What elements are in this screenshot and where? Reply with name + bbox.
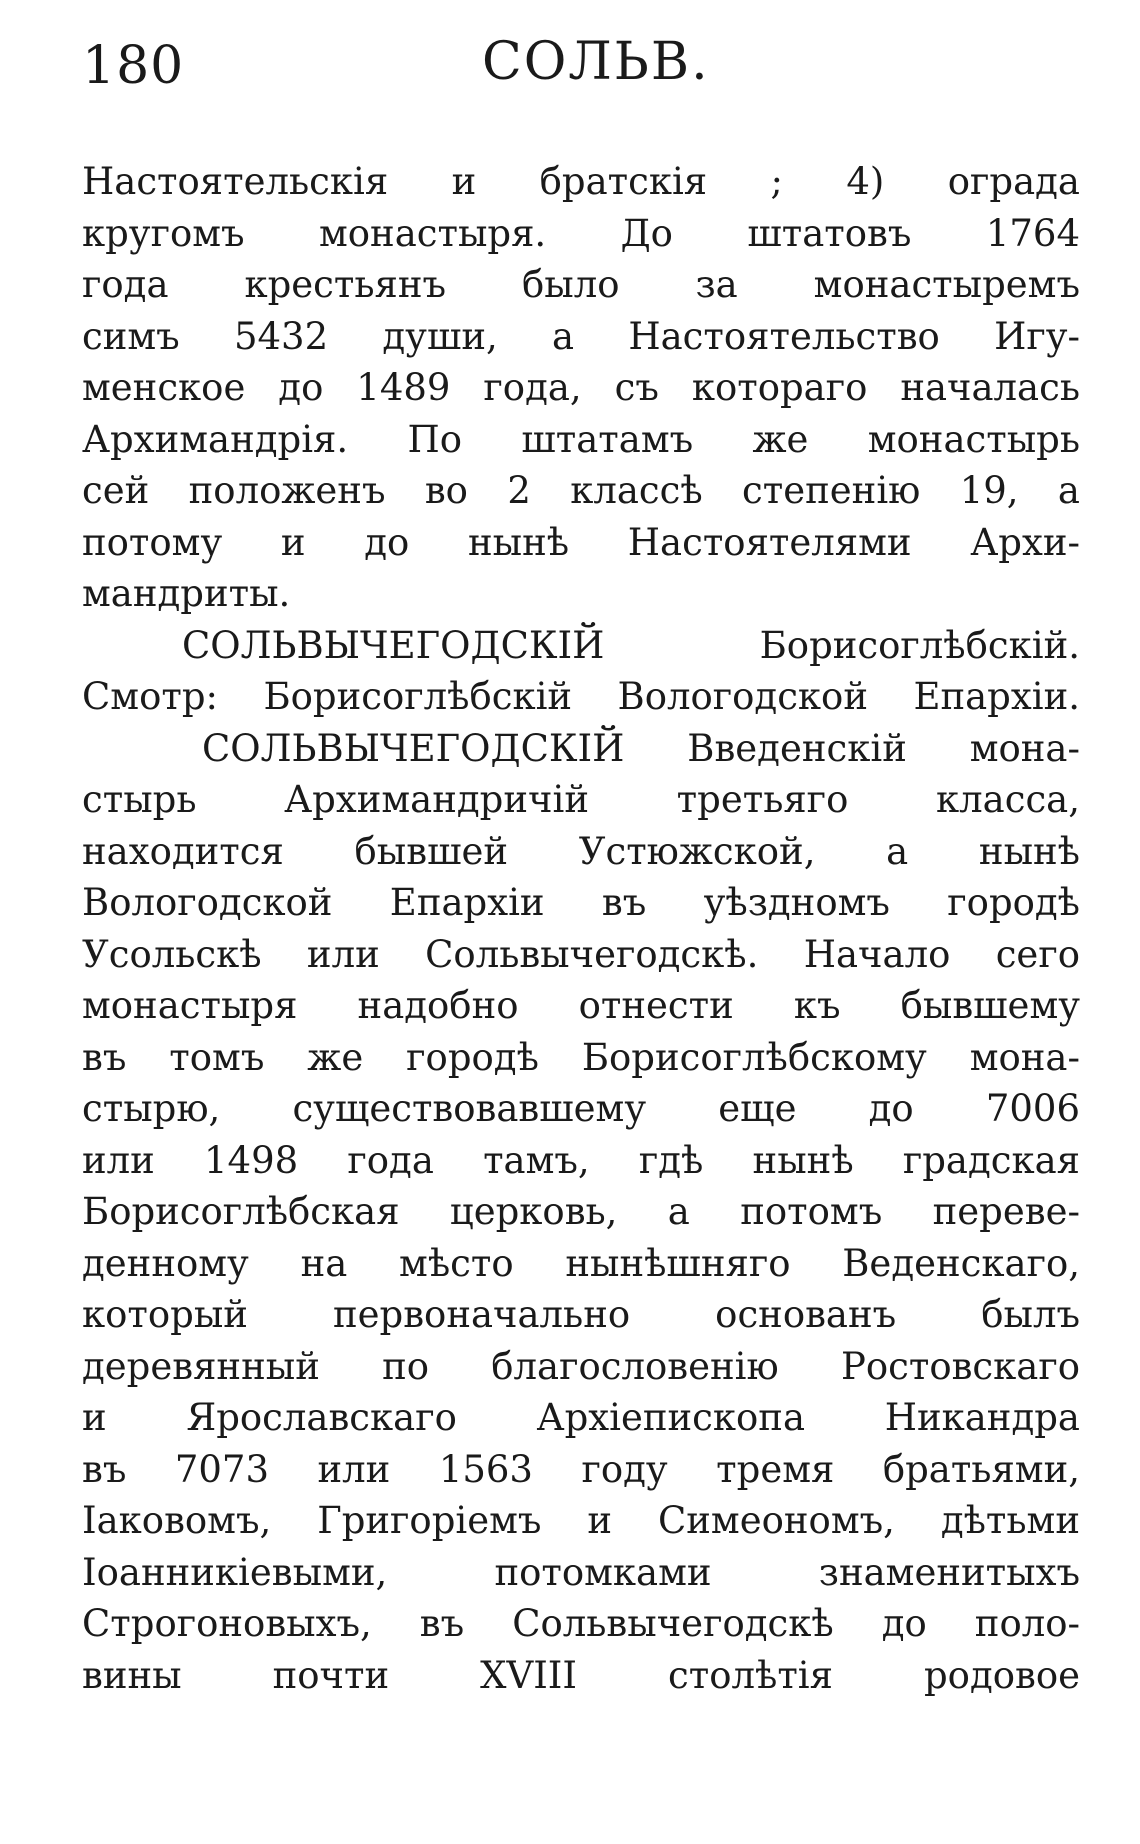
- text-line: потому и до нынѣ Настоятелями Архи-: [82, 520, 1080, 564]
- text-line: Іаковомъ, Григоріемъ и Симеономъ, дѣтьми: [82, 1499, 1080, 1542]
- body-text: [82, 156, 1080, 1701]
- text-line: кругомъ монастыря. До штатовъ 1764: [82, 211, 1080, 255]
- page-number: 180: [82, 36, 185, 96]
- text-line: который первоначально основанъ былъ: [82, 1293, 1080, 1336]
- running-head: СОЛЬВ.: [482, 32, 710, 92]
- text-line: Смотр: Борисоглѣбскій Вологодской Епархіи.: [82, 675, 1080, 718]
- text-line: Строгоновыхъ, въ Сольвычегодскѣ до поло-: [82, 1602, 1080, 1645]
- text-line: сей положенъ во 2 классѣ степенію 19, а: [82, 469, 1080, 512]
- text-line: деревянный по благословенію Ростовскаго: [82, 1344, 1080, 1388]
- entry-heading: СОЛЬВЫЧЕГОДСКІЙ Борисоглѣбскій.: [182, 623, 1080, 667]
- text-line: Борисоглѣбская церковь, а потомъ переве-: [82, 1190, 1080, 1233]
- text-line: или 1498 года тамъ, гдѣ нынѣ градская: [82, 1138, 1080, 1182]
- text-line: въ 7073 или 1563 году тремя братьями,: [82, 1447, 1080, 1491]
- text-line: года крестьянъ было за монастыремъ: [82, 263, 1080, 306]
- text-line: вины почти XVIII столѣтія родовое: [82, 1653, 1080, 1697]
- entry-heading: СОЛЬВЫЧЕГОДСКІЙ Введенскій мона-: [202, 726, 1080, 770]
- text-line: и Ярославскаго Архіепископа Никандра: [82, 1396, 1080, 1439]
- text-line: стырь Архимандричій третьяго класса,: [82, 778, 1080, 821]
- text-line: симъ 5432 души, а Настоятельство Игу-: [82, 314, 1080, 358]
- text-line: Іоанникіевыми, потомками знаменитыхъ: [82, 1550, 1080, 1594]
- text-line: стырю, существовавшему еще до 7006: [82, 1087, 1080, 1130]
- text-line: денному на мѣсто нынѣшняго Веденскаго,: [82, 1241, 1080, 1285]
- text-line: монастыря надобно отнести къ бывшему: [82, 984, 1080, 1027]
- text-line: Усольскѣ или Сольвычегодскѣ. Начало сего: [82, 932, 1080, 976]
- text-line: Настоятельскія и братскія ; 4) ограда: [82, 160, 1080, 203]
- text-line: Архимандрія. По штатамъ же монастырь: [82, 417, 1080, 461]
- text-line: Вологодской Епархіи въ уѣздномъ городѣ: [82, 881, 1080, 924]
- page-header: [82, 30, 1080, 114]
- text-line: мандриты.: [82, 572, 291, 615]
- text-line: менское до 1489 года, съ котораго началась: [82, 366, 1080, 409]
- text-line: въ томъ же городѣ Борисоглѣбскому мона-: [82, 1035, 1080, 1079]
- text-line: находится бывшей Устюжской, а нынѣ: [82, 829, 1080, 873]
